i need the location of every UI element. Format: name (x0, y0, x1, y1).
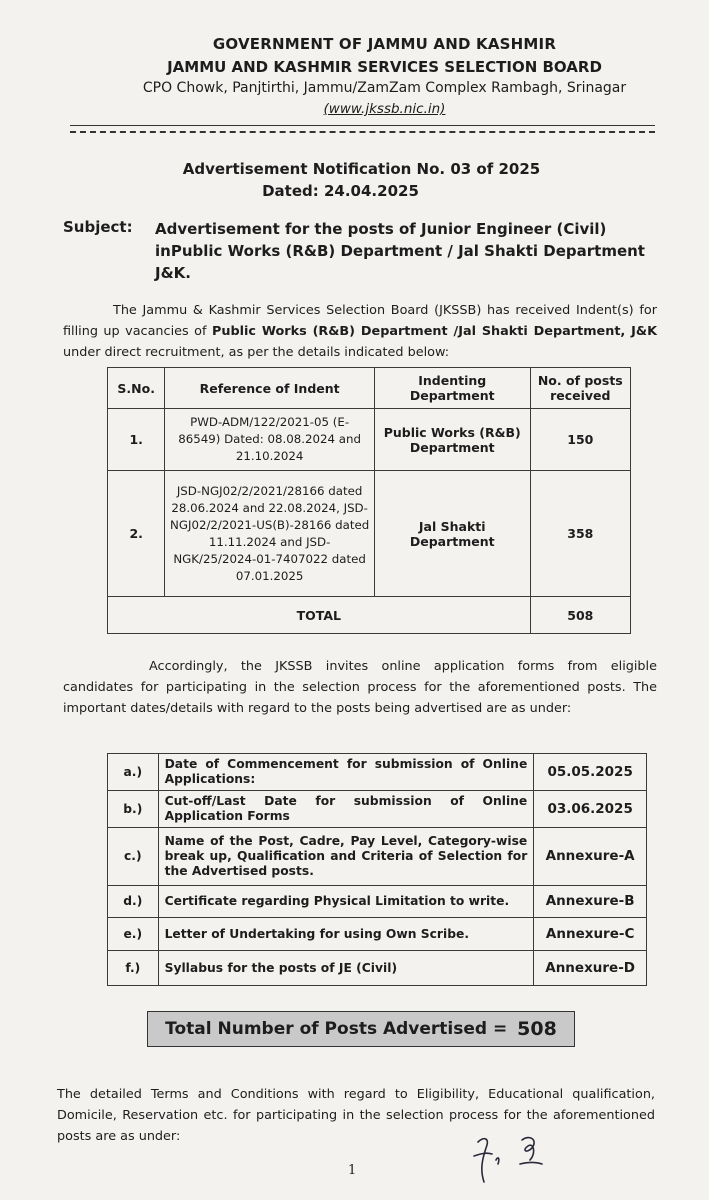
detail-desc: Name of the Post, Cadre, Pay Level, Category-wise break up, Qualification and Criteria of Selection for the Advertised posts. (158, 828, 534, 886)
header-divider-solid (70, 125, 655, 126)
table-row (108, 409, 631, 471)
intro-part1: The Jammu & Kashmir Services Selection Board (JKSSB) has received Indent(s) for filling up vacancies of (63, 303, 657, 339)
list-item (108, 951, 647, 986)
total-posts-label: Total Number of Posts Advertised = (165, 1019, 514, 1039)
row-department: Public Works (R&B) Department (374, 409, 530, 471)
list-item (108, 918, 647, 951)
total-label: TOTAL (108, 597, 531, 634)
detail-value: Annexure-C (534, 918, 647, 951)
page-number: 1 (348, 1163, 357, 1178)
detail-desc: Cut-off/Last Date for submission of Online Application Forms (158, 791, 534, 828)
total-posts-value: 508 (517, 1018, 557, 1040)
terms-paragraph: The detailed Terms and Conditions with regard to Eligibility, Educational qualification, Domicile, Reservation etc. for participating in the selection process for the aforementioned posts are as under: (57, 1087, 655, 1144)
detail-value: Annexure-B (534, 886, 647, 918)
invite-paragraph (63, 656, 657, 719)
list-item (108, 886, 647, 918)
row-sno: 1. (108, 409, 165, 471)
row-sno: 2. (108, 471, 165, 597)
table-row (108, 471, 631, 597)
detail-label: d.) (108, 886, 159, 918)
header-board: JAMMU AND KASHMIR SERVICES SELECTION BOARD (167, 58, 602, 76)
table-total-row (108, 597, 631, 634)
intro-bold: Public Works (R&B) Department /Jal Shakti Department, J&K (211, 324, 657, 339)
notification-number: Advertisement Notification No. 03 of 2025 (182, 160, 541, 178)
header-sno: S.No. (108, 368, 165, 409)
header-posts: No. of posts received (530, 368, 630, 409)
notification-date: Dated: 24.04.2025 (262, 182, 419, 200)
header-divider-dashed (70, 131, 655, 133)
detail-desc: Date of Commencement for submission of Online Applications: (158, 754, 534, 791)
detail-value: 05.05.2025 (534, 754, 647, 791)
row-posts: 150 (530, 409, 630, 471)
detail-value: Annexure-D (534, 951, 647, 986)
row-reference: PWD-ADM/122/2021-05 (E-86549) Dated: 08.08.2024 and 21.10.2024 (165, 409, 374, 471)
intro-part2: under direct recruitment, as per the details indicated below: (63, 345, 450, 360)
header-reference: Reference of Indent (165, 368, 374, 409)
intro-paragraph (63, 300, 657, 363)
detail-desc: Syllabus for the posts of JE (Civil) (158, 951, 534, 986)
detail-label: a.) (108, 754, 159, 791)
detail-label: e.) (108, 918, 159, 951)
indent-table-header (108, 368, 631, 409)
signature-initials-icon (470, 1130, 560, 1190)
list-item (108, 828, 647, 886)
row-posts: 358 (530, 471, 630, 597)
list-item (108, 791, 647, 828)
total-value: 508 (530, 597, 630, 634)
row-department: Jal Shakti Department (374, 471, 530, 597)
subject-label: Subject: (63, 218, 133, 236)
header-website: (www.jkssb.nic.in) (323, 101, 446, 117)
detail-label: f.) (108, 951, 159, 986)
total-posts-box (147, 1011, 575, 1047)
detail-label: b.) (108, 791, 159, 828)
detail-value: Annexure-A (534, 828, 647, 886)
detail-value: 03.06.2025 (534, 791, 647, 828)
subject-text: Advertisement for the posts of Junior Engineer (Civil) inPublic Works (R&B) Department / Jal Shakti Department J&K. (155, 220, 645, 282)
detail-desc: Letter of Undertaking for using Own Scribe. (158, 918, 534, 951)
header-address: CPO Chowk, Panjtirthi, Jammu/ZamZam Complex Rambagh, Srinagar (142, 80, 627, 96)
header-government: GOVERNMENT OF JAMMU AND KASHMIR (212, 35, 557, 53)
detail-label: c.) (108, 828, 159, 886)
row-reference: JSD-NGJ02/2/2021/28166 dated 28.06.2024 and 22.08.2024, JSD-NGJ02/2/2021-US(B)-28166 dated 11.11.2024 and JSD-NGK/25/2024-01-7407022 dated 07.01.2025 (165, 471, 374, 597)
invite-text: Accordingly, the JKSSB invites online application forms from eligible candidates for participating in the selection process for the aforementioned posts. The important dates/details with regard to the posts being advertised are as under: (63, 659, 657, 716)
list-item (108, 754, 647, 791)
indent-table (107, 367, 631, 634)
header-department: Indenting Department (374, 368, 530, 409)
details-table (107, 753, 647, 986)
detail-desc: Certificate regarding Physical Limitation to write. (158, 886, 534, 918)
